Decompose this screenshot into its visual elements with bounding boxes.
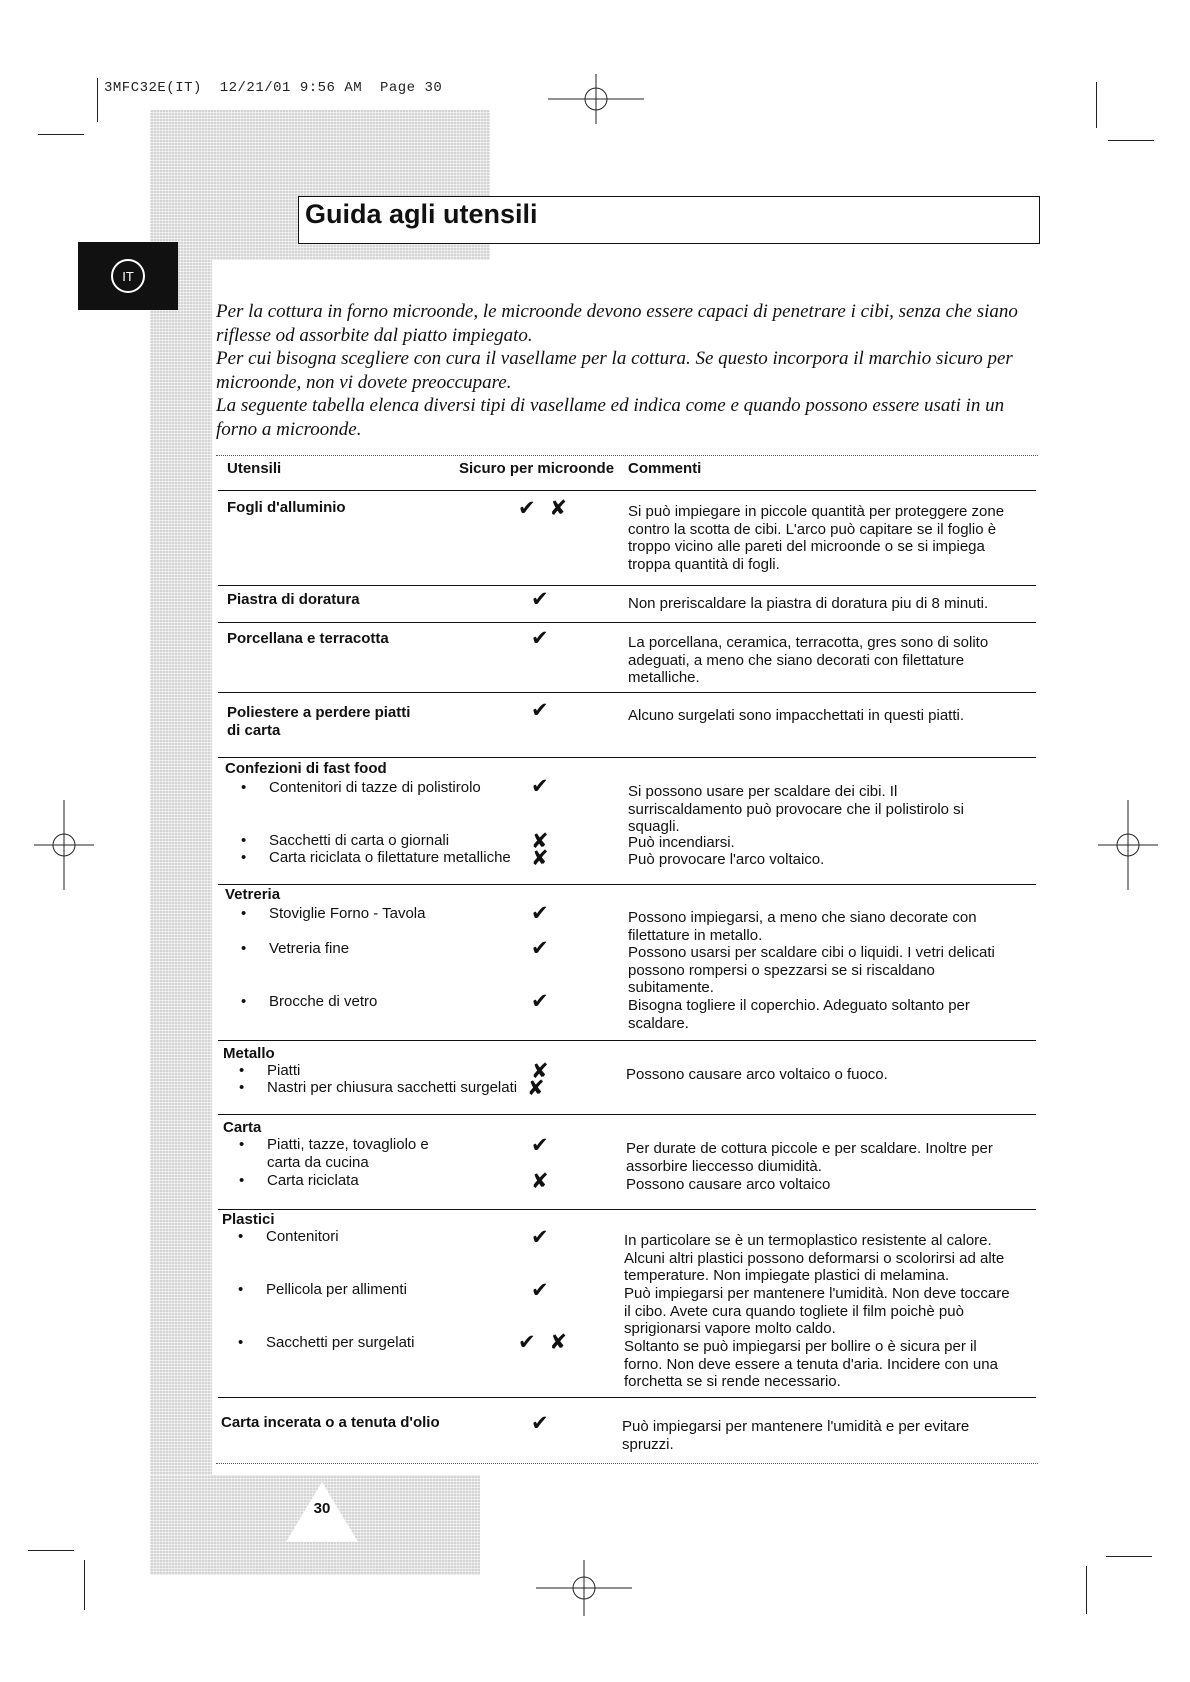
row-comment: Bisogna togliere il coperchio. Adeguato soltanto per scaldare. <box>628 997 970 1032</box>
row-comment: Può impiegarsi per mantenere l'umidità. Non deve toccare il cibo. Avete cura quando togliete il film poichè può sprigionarsi vapore molto caldo. <box>624 1285 1010 1337</box>
header-comments: Commenti <box>628 460 702 477</box>
row-item: • Contenitori <box>266 1228 339 1246</box>
row-item: • Carta riciclata <box>267 1172 359 1190</box>
row-name: Metallo <box>223 1045 275 1062</box>
safe-mark: ✘ <box>531 1060 553 1083</box>
page-title: Guida agli utensili <box>305 199 538 229</box>
row-comment: Può provocare l'arco voltaico. <box>628 851 825 868</box>
safe-mark: ✔ ✘ <box>518 497 572 520</box>
intro-text <box>216 300 1046 441</box>
row-name: Piastra di doratura <box>227 591 360 608</box>
safe-mark: ✔ <box>531 902 553 925</box>
row-comment: Può incendiarsi. <box>628 834 735 851</box>
row-rule <box>218 884 1036 885</box>
safe-mark: ✘ <box>531 830 553 853</box>
row-comment: Possono causare arco voltaico o fuoco. <box>626 1066 888 1083</box>
row-comment: Per durate de cottura piccole e per scaldare. Inoltre per assorbire lieccesso diumidità. <box>626 1140 993 1175</box>
row-comment: Non preriscaldare la piastra di doratura piu di 8 minuti. <box>628 595 989 612</box>
row-item: • Contenitori di tazze di polistirolo <box>269 779 481 797</box>
registration-mark-right <box>1098 800 1158 890</box>
row-name: Poliestere a perdere piatti di carta <box>227 704 411 739</box>
row-item: • Piatti <box>267 1062 300 1080</box>
row-item: • Sacchetti di carta o giornali <box>269 832 449 850</box>
row-item: • Vetreria fine <box>269 940 349 958</box>
row-item: • Brocche di vetro <box>269 993 377 1011</box>
row-comment: Può impiegarsi per mantenere l'umidità e per evitare spruzzi. <box>622 1418 970 1453</box>
intro-paragraph: Per cui bisogna scegliere con cura il vasellame per la cottura. Se questo incorpora il marchio sicuro per microonde, non vi dovete preoccupare. <box>216 348 1013 393</box>
safe-mark: ✘ <box>527 1077 549 1100</box>
registration-mark-left <box>34 800 94 890</box>
print-header: 3MFC32E(IT) 12/21/01 9:56 AM Page 30 <box>104 80 443 96</box>
row-name: Fogli d'alluminio <box>227 499 346 516</box>
row-rule <box>218 622 1036 623</box>
row-name: Confezioni di fast food <box>225 760 387 777</box>
safe-mark: ✔ ✘ <box>518 1331 572 1354</box>
language-badge: IT <box>111 259 145 293</box>
registration-mark-bottom <box>536 1560 632 1616</box>
safe-mark: ✔ <box>531 699 553 722</box>
safe-mark: ✔ <box>531 775 553 798</box>
row-rule <box>218 1397 1036 1398</box>
safe-mark: ✔ <box>531 937 553 960</box>
safe-mark: ✔ <box>531 627 553 650</box>
table-top-rule <box>216 455 1038 456</box>
row-comment: Si possono usare per scaldare dei cibi. Il surriscaldamento può provocare che il polistirolo si squagli. <box>628 783 964 835</box>
registration-mark-top <box>548 74 644 124</box>
row-comment: La porcellana, ceramica, terracotta, gres sono di solito adeguati, a meno che siano decorati con filettature metalliche. <box>628 634 989 686</box>
safe-mark: ✔ <box>531 990 553 1013</box>
header-utensils: Utensili <box>227 460 282 477</box>
row-comment: Possono impiegarsi, a meno che siano decorate con filettature in metallo. <box>628 909 977 944</box>
header-safe: Sicuro per microonde <box>459 460 615 477</box>
row-comment: Soltanto se può impiegarsi per bollire o è sicura per il forno. Non deve essere a tenuta d'aria. Incidere con una forchetta se si rende necessario. <box>624 1338 998 1390</box>
row-comment: Possono causare arco voltaico <box>626 1176 831 1193</box>
safe-mark: ✔ <box>531 1412 553 1435</box>
table-bottom-rule <box>216 1463 1038 1464</box>
intro-paragraph: La seguente tabella elenca diversi tipi di vasellame ed indica come e quando possono essere usati in un forno a microonde. <box>216 395 1005 440</box>
safe-mark: ✔ <box>531 1279 553 1302</box>
row-item: • Sacchetti per surgelati <box>266 1334 414 1352</box>
page-number: 30 <box>313 1500 331 1517</box>
row-name: Plastici <box>222 1211 275 1228</box>
row-comment: In particolare se è un termoplastico resistente al calore. Alcuni altri plastici possono deformarsi o scolorirsi ad alte temperature. Non impiegate plastici di melamina. <box>624 1232 1005 1284</box>
row-rule <box>218 757 1036 758</box>
row-rule <box>218 1040 1036 1041</box>
title-box <box>298 196 1040 244</box>
row-name: Vetreria <box>225 886 281 903</box>
row-comment: Possono usarsi per scaldare cibi o liquidi. I vetri delicati possono rompersi o spezzarsi se si riscaldano subitamente. <box>628 944 995 996</box>
row-rule <box>218 1114 1036 1115</box>
row-comment: Alcuno surgelati sono impacchettati in questi piatti. <box>628 707 965 724</box>
row-item: • Carta riciclata o filettature metalliche <box>269 849 511 867</box>
row-rule <box>218 692 1036 693</box>
row-item: • Nastri per chiusura sacchetti surgelati <box>267 1079 517 1097</box>
safe-mark: ✔ <box>531 1134 553 1157</box>
intro-paragraph: Per la cottura in forno microonde, le microonde devono essere capaci di penetrare i cibi, senza che siano riflesse od assorbite dal piatto impiegato. <box>216 301 1018 346</box>
language-tab <box>78 242 178 310</box>
row-item: • Pellicola per allimenti <box>266 1281 407 1299</box>
row-name: Carta incerata o a tenuta d'olio <box>221 1414 440 1431</box>
row-comment: Si può impiegare in piccole quantità per proteggere zone contro la scotta de cibi. L'arco può capitare se il foglio è troppo vicino alle pareti del microonde o se si impiega troppa quantità di fogli. <box>628 503 1005 573</box>
safe-mark: ✔ <box>531 588 553 611</box>
row-item: • Stoviglie Forno - Tavola <box>269 905 425 923</box>
safe-mark: ✘ <box>531 847 553 870</box>
row-rule <box>218 585 1036 586</box>
safe-mark: ✘ <box>531 1170 553 1193</box>
row-name: Carta <box>223 1119 262 1136</box>
halftone-band-side <box>150 260 212 1475</box>
row-item: • Piatti, tazze, tovagliolo e carta da cucina <box>267 1136 447 1171</box>
row-name: Porcellana e terracotta <box>227 630 389 647</box>
row-rule <box>218 1209 1036 1210</box>
safe-mark: ✔ <box>531 1226 553 1249</box>
header-rule <box>218 490 1036 491</box>
